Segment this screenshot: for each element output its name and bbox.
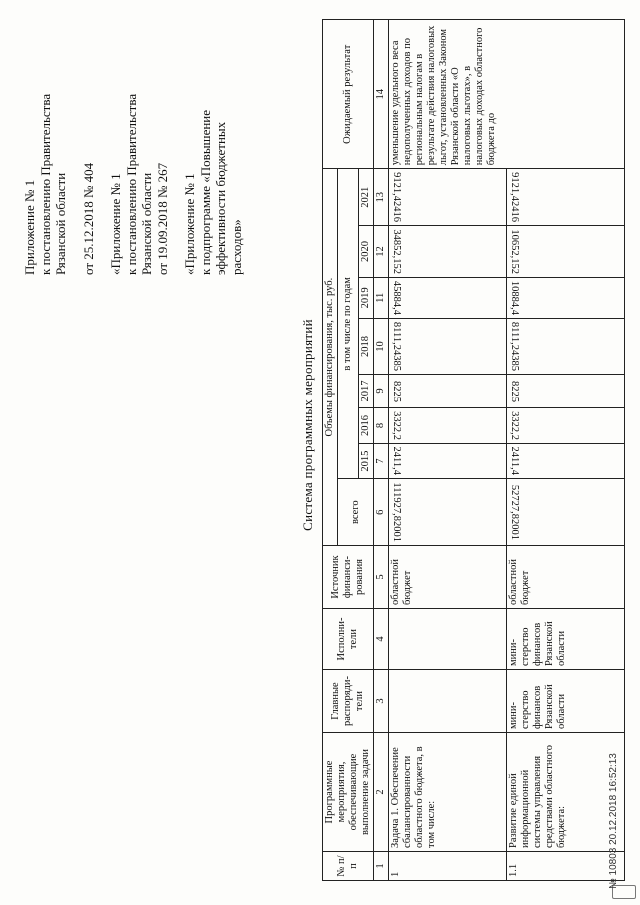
- col-head-executors: Исполни- тели: [323, 609, 374, 670]
- col-number: 2: [374, 733, 389, 852]
- header-line: к постановлению Правительства: [37, 93, 53, 275]
- row-total: [389, 479, 507, 546]
- col-head-year: 2015: [359, 443, 374, 479]
- row-year-text: 8111,24385: [509, 321, 520, 372]
- col-head-year: 2017: [359, 375, 374, 408]
- col-number: 6: [374, 479, 389, 546]
- row-managers: [389, 670, 507, 733]
- row-year-value: [507, 277, 625, 318]
- col-number: 8: [374, 408, 389, 444]
- row-year-value: [507, 408, 625, 444]
- row-year-value: [389, 443, 507, 479]
- row-year-value: [389, 318, 507, 374]
- row-year-text: 8225: [509, 380, 520, 402]
- row-year-value: [389, 277, 507, 318]
- row-year-text: 9121,42416: [391, 172, 402, 223]
- col-head-finance: Объемы финансирования, тыс. руб.: [323, 169, 338, 546]
- col-head-managers: Главные распоряди- тели: [323, 670, 374, 733]
- col-head-year: 2019: [359, 277, 374, 318]
- col-number: 1: [374, 852, 389, 881]
- row-program: Развитие единой информационной системы управления средствами областного бюджета:: [507, 733, 625, 852]
- header-line: Рязанской области: [139, 172, 154, 275]
- row-year-value: [507, 375, 625, 408]
- row-source: областной бюджет: [507, 546, 625, 609]
- col-head-by-years: в том числе по годам: [338, 169, 359, 479]
- col-head-num: № п/п: [323, 852, 374, 881]
- col-number: 10: [374, 318, 389, 374]
- header-line: от 19.09.2018 № 267: [154, 162, 170, 275]
- table-row: [389, 20, 507, 881]
- col-number: 7: [374, 443, 389, 479]
- row-executors: [389, 609, 507, 670]
- row-year-value: [389, 226, 507, 278]
- row-year-text: 2411,4: [509, 446, 520, 476]
- col-head-source: Источник финанси- рования: [323, 546, 374, 609]
- header-line: «Приложение № 1: [108, 173, 123, 275]
- row-year-value: [507, 226, 625, 278]
- row-year-text: 8111,24385: [391, 321, 402, 372]
- header-line: эффективности бюджетных: [213, 121, 228, 275]
- row-year-value: [507, 443, 625, 479]
- col-head-result: Ожидаемый результат: [323, 20, 374, 169]
- row-year-value: [507, 169, 625, 226]
- col-head-total: всего: [338, 479, 374, 546]
- row-total: [507, 479, 625, 546]
- header-line: от 25.12.2018 № 404: [80, 162, 96, 275]
- row-year-text: 10652,152: [509, 229, 520, 274]
- col-number: 12: [374, 226, 389, 278]
- row-program: Задача 1. Обеспечение сбалансированности областного бюджета, в том числе:: [389, 733, 507, 852]
- col-number: 14: [374, 20, 389, 169]
- column-numbers-row: [374, 20, 389, 881]
- row-total-value: 111927,82001: [391, 482, 402, 542]
- col-number: 5: [374, 546, 389, 609]
- col-head-program: Программные мероприятия, обеспечивающие выполнение задачи: [323, 733, 374, 852]
- row-year-value: [389, 375, 507, 408]
- row-year-text: 3322,2: [509, 411, 520, 440]
- row-year-text: 10884,4: [509, 280, 520, 315]
- row-year-text: 9121,42416: [509, 172, 520, 223]
- header-line: к подпрограмме «Повышение: [197, 109, 213, 275]
- row-year-value: [389, 408, 507, 444]
- measures-table: [322, 19, 625, 881]
- document-title: Система программных мероприятий: [300, 319, 315, 531]
- col-head-year: 2018: [359, 318, 374, 374]
- row-year-text: 45884,4: [391, 280, 402, 315]
- col-head-year: 2020: [359, 226, 374, 278]
- appendix-header: [22, 94, 244, 275]
- col-number: 3: [374, 670, 389, 733]
- col-head-year: 2021: [359, 169, 374, 226]
- row-year-text: 8225: [391, 380, 402, 402]
- col-number: 4: [374, 609, 389, 670]
- row-executors: мини- стерство финансов Рязанской области: [507, 609, 625, 670]
- row-total-value: 52727,82001: [509, 484, 520, 540]
- row-managers: мини- стерство финансов Рязанской области: [507, 670, 625, 733]
- header-line: расходов»: [228, 219, 244, 275]
- row-year-text: 2411,4: [391, 446, 402, 476]
- header-line: Приложение № 1: [22, 179, 37, 275]
- row-year-text: 3322,2: [391, 411, 402, 440]
- header-line: к постановлению Правительства: [123, 93, 139, 275]
- col-number: 9: [374, 375, 389, 408]
- col-head-year: 2016: [359, 408, 374, 444]
- registration-footer: № 10803 20.12.2018 16:52:13: [608, 753, 619, 889]
- row-num: 1: [389, 852, 507, 881]
- row-source: областной бюджет: [389, 546, 507, 609]
- col-number: 13: [374, 169, 389, 226]
- col-number: 11: [374, 277, 389, 318]
- row-result: уменьшение удельного веса недополученных доходов по региональным налогам в результате действия налоговых льгот, установленных Законом Рязанской области «О налоговых льготах», в налоговых доходах областного бюджета до: [389, 20, 625, 169]
- row-year-value: [507, 318, 625, 374]
- row-num: 1.1: [507, 852, 625, 881]
- row-year-text: 34852,152: [391, 229, 402, 274]
- header-line: «Приложение № 1: [182, 173, 197, 275]
- header-line: Рязанской области: [53, 172, 68, 275]
- row-year-value: [389, 169, 507, 226]
